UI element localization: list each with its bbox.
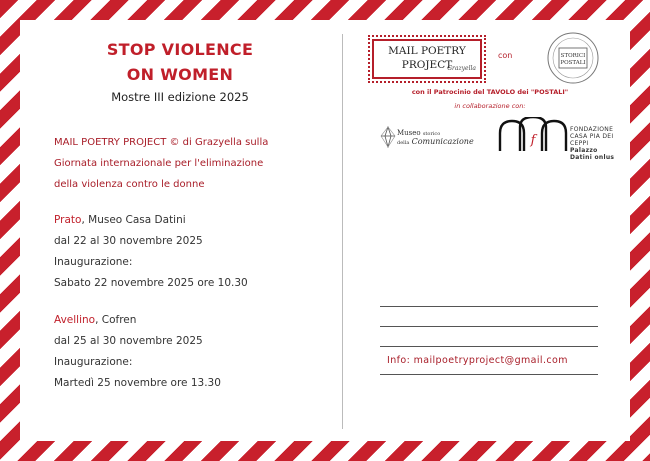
venue-inaug-time: Sabato 22 novembre 2025 ore 10.30 [54, 277, 248, 289]
stamp-line-1: MAIL POETRY [388, 45, 466, 57]
fond-line-3: Palazzo Datini onlus [570, 147, 615, 161]
collaborazione-text: in collaborazione con: [454, 102, 526, 110]
museo-line-2b: Comunicazione [411, 137, 474, 146]
venue-place: , Museo Casa Datini [81, 214, 186, 226]
museo-line-2: della [397, 140, 410, 146]
fondazione-logo [498, 117, 618, 161]
venue-dates: dal 22 al 30 novembre 2025 [54, 235, 203, 247]
message-side [20, 20, 340, 441]
venue-inaug-label: Inaugurazione: [54, 356, 133, 368]
intro-line-1: MAIL POETRY PROJECT © di Grazyella sulla [54, 137, 269, 148]
address-line [380, 346, 598, 347]
fond-line-2: CASA PIA DEI CEPPI [570, 133, 614, 147]
intro-line-2: Giornata internazionale per l'eliminazione [54, 158, 264, 169]
venue-inaug-label: Inaugurazione: [54, 256, 133, 268]
address-line [380, 326, 598, 327]
museo-star-icon [380, 126, 396, 148]
postcard [20, 20, 630, 441]
title-line-2: ON WOMEN [126, 65, 234, 84]
venue-prato [54, 210, 248, 294]
address-line [380, 306, 598, 307]
venue-place: , Cofren [95, 314, 137, 326]
museo-line-1b: storico [422, 131, 441, 137]
venue-city: Prato [54, 214, 82, 226]
title-line-1: STOP VIOLENCE [106, 40, 254, 59]
fond-line-1: FONDAZIONE [570, 126, 614, 133]
mail-poetry-stamp [368, 35, 486, 83]
venue-heading [54, 310, 221, 331]
stamp-line-2: PROJECT [401, 59, 453, 71]
info-email: Info: mailpoetryproject@gmail.com [387, 355, 568, 366]
venue-avellino [54, 310, 221, 394]
intro-text [54, 132, 324, 195]
address-line [380, 374, 598, 375]
museo-logo [380, 126, 480, 156]
venue-city: Avellino [54, 314, 96, 326]
center-divider [342, 34, 343, 429]
venue-heading [54, 210, 248, 231]
intro-line-3: della violenza contro le donne [54, 179, 205, 190]
fondazione-arches-icon [498, 117, 568, 153]
seal-line-1: STORICI [560, 53, 586, 59]
venue-dates: dal 25 al 30 novembre 2025 [54, 335, 203, 347]
seal-line-2: POSTALI [560, 60, 586, 66]
patrocinio-text: con il Patrocinio del TAVOLO dei "POSTALI" [411, 88, 569, 96]
venue-inaug-time: Martedì 25 novembre ore 13.30 [54, 377, 221, 389]
svg-text:f: f [530, 133, 536, 148]
stamp-signature: Grazyella [447, 65, 476, 72]
museo-line-1: Museo [397, 129, 421, 137]
storici-postali-seal-icon [545, 30, 601, 86]
edition-subtitle: Mostre III edizione 2025 [111, 90, 249, 104]
con-label: con [498, 51, 513, 60]
